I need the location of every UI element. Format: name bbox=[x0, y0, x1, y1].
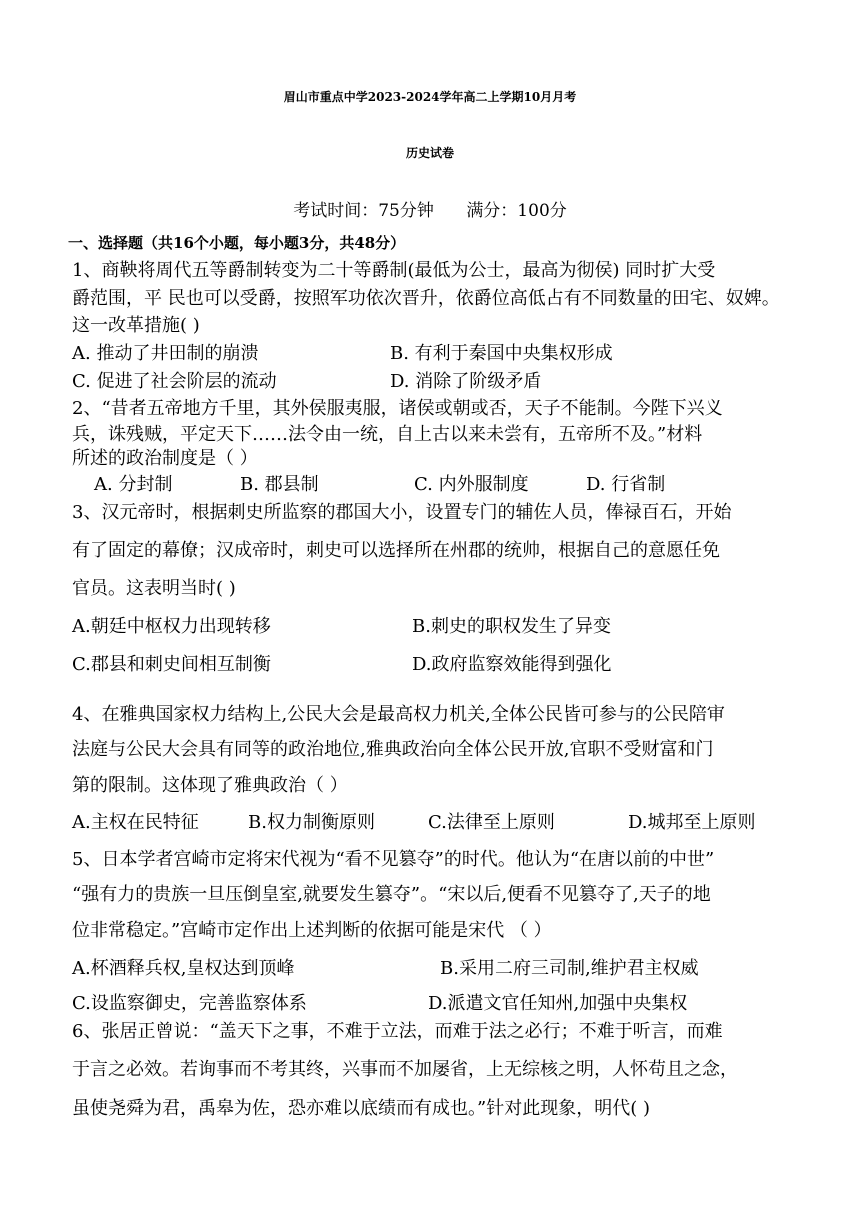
question-3-line-3: 官员。这表明当时( ) bbox=[72, 578, 236, 599]
question-2-line-3: 所述的政治制度是（ ） bbox=[72, 448, 258, 469]
question-1-option-c[interactable]: C. 促进了社会阶层的流动 bbox=[72, 371, 277, 392]
exam-meta bbox=[0, 196, 860, 221]
question-3-option-c[interactable]: C.郡县和刺史间相互制衡 bbox=[72, 654, 271, 675]
question-4-option-b[interactable]: B.权力制衡原则 bbox=[248, 812, 375, 833]
question-2-option-d[interactable]: D. 行省制 bbox=[586, 474, 666, 495]
question-6-line-1: 6、张居正曾说：“盖天下之事，不难于立法，而难于法之必行；不难于听言，而难 bbox=[72, 1021, 723, 1042]
question-2-option-a[interactable]: A. 分封制 bbox=[94, 474, 173, 495]
question-1-option-d[interactable]: D. 消除了阶级矛盾 bbox=[390, 371, 542, 392]
question-4-option-a[interactable]: A.主权在民特征 bbox=[72, 812, 199, 833]
question-2-option-c[interactable]: C. 内外服制度 bbox=[414, 474, 529, 495]
question-5-line-2: “强有力的贵族一旦压倒皇室,就要发生篡夺”。“宋以后,便看不见篡夺了,天子的地 bbox=[72, 884, 711, 905]
question-4-option-c[interactable]: C.法律至上原则 bbox=[428, 812, 555, 833]
question-4-option-d[interactable]: D.城邦至上原则 bbox=[628, 812, 756, 833]
question-5-line-1: 5、日本学者宫崎市定将宋代视为“看不见篡夺”的时代。他认为“在唐以前的中世” bbox=[72, 849, 715, 870]
question-1-option-a[interactable]: A. 推动了井田制的崩溃 bbox=[72, 343, 259, 364]
question-3-option-d[interactable]: D.政府监察效能得到强化 bbox=[412, 654, 612, 675]
question-4-line-1: 4、在雅典国家权力结构上,公民大会是最高权力机关,全体公民皆可参与的公民陪审 bbox=[72, 704, 725, 725]
question-5-option-b[interactable]: B.采用二府三司制,维护君主权威 bbox=[440, 958, 699, 979]
page-title: 眉山市重点中学2023-2024学年高二上学期10月月考 bbox=[283, 90, 577, 104]
question-6-line-3: 虽使尧舜为君，禹皋为佐，恐亦难以底绩而有成也。”针对此现象，明代( ) bbox=[72, 1098, 650, 1119]
question-5-line-3: 位非常稳定。”宫崎市定作出上述判断的依据可能是宋代 （ ） bbox=[72, 920, 552, 941]
question-3-option-b[interactable]: B.刺史的职权发生了异变 bbox=[412, 616, 611, 637]
question-5-option-d[interactable]: D.派遣文官任知州,加强中央集权 bbox=[428, 993, 688, 1014]
question-4-line-3: 第的限制。这体现了雅典政治（ ） bbox=[72, 775, 348, 796]
question-1-option-b[interactable]: B. 有利于秦国中央集权形成 bbox=[390, 343, 613, 364]
question-3-line-2: 有了固定的幕僚；汉成帝时，刺史可以选择所在州郡的统帅，根据自己的意愿任免 bbox=[72, 540, 720, 561]
question-2-line-1: 2、“昔者五帝地方千里，其外侯服夷服，诸侯或朝或否，天子不能制。今陛下兴义 bbox=[72, 398, 723, 419]
page-subtitle: 历史试卷 bbox=[405, 146, 454, 160]
question-1-line-1: 1、商鞅将周代五等爵制转变为二十等爵制(最低为公士，最高为彻侯) 同时扩大受 bbox=[72, 260, 716, 281]
question-5-option-a[interactable]: A.杯酒释兵权,皇权达到顶峰 bbox=[72, 958, 295, 979]
question-2-line-2: 兵，诛残贼，平定天下……法令由一统，自上古以来未尝有，五帝所不及。”材料 bbox=[72, 424, 703, 445]
section-heading: 一、选择题（共16个小题，每小题3分，共48分） bbox=[68, 234, 406, 252]
question-2-option-b[interactable]: B. 郡县制 bbox=[240, 474, 319, 495]
question-3-line-1: 3、汉元帝时，根据刺史所监察的郡国大小，设置专门的辅佐人员，俸禄百石，开始 bbox=[72, 502, 732, 523]
question-5-option-c[interactable]: C.设监察御史，完善监察体系 bbox=[72, 993, 307, 1014]
question-6-line-2: 于言之必效。若询事而不考其终，兴事而不加屡省，上无综核之明，人怀苟且之念， bbox=[72, 1059, 738, 1080]
question-1-line-3: 这一改革措施( ) bbox=[72, 315, 200, 336]
question-3-option-a[interactable]: A.朝廷中枢权力出现转移 bbox=[72, 616, 271, 637]
full-score: 满分：100分 bbox=[466, 201, 567, 221]
exam-time: 考试时间：75分钟 bbox=[293, 201, 434, 221]
question-4-line-2: 法庭与公民大会具有同等的政治地位,雅典政治向全体公民开放,官职不受财富和门 bbox=[72, 739, 714, 760]
question-1-line-2: 爵范围，平 民也可以受爵，按照军功依次晋升，依爵位高低占有不同数量的田宅、奴婢。 bbox=[72, 288, 780, 309]
